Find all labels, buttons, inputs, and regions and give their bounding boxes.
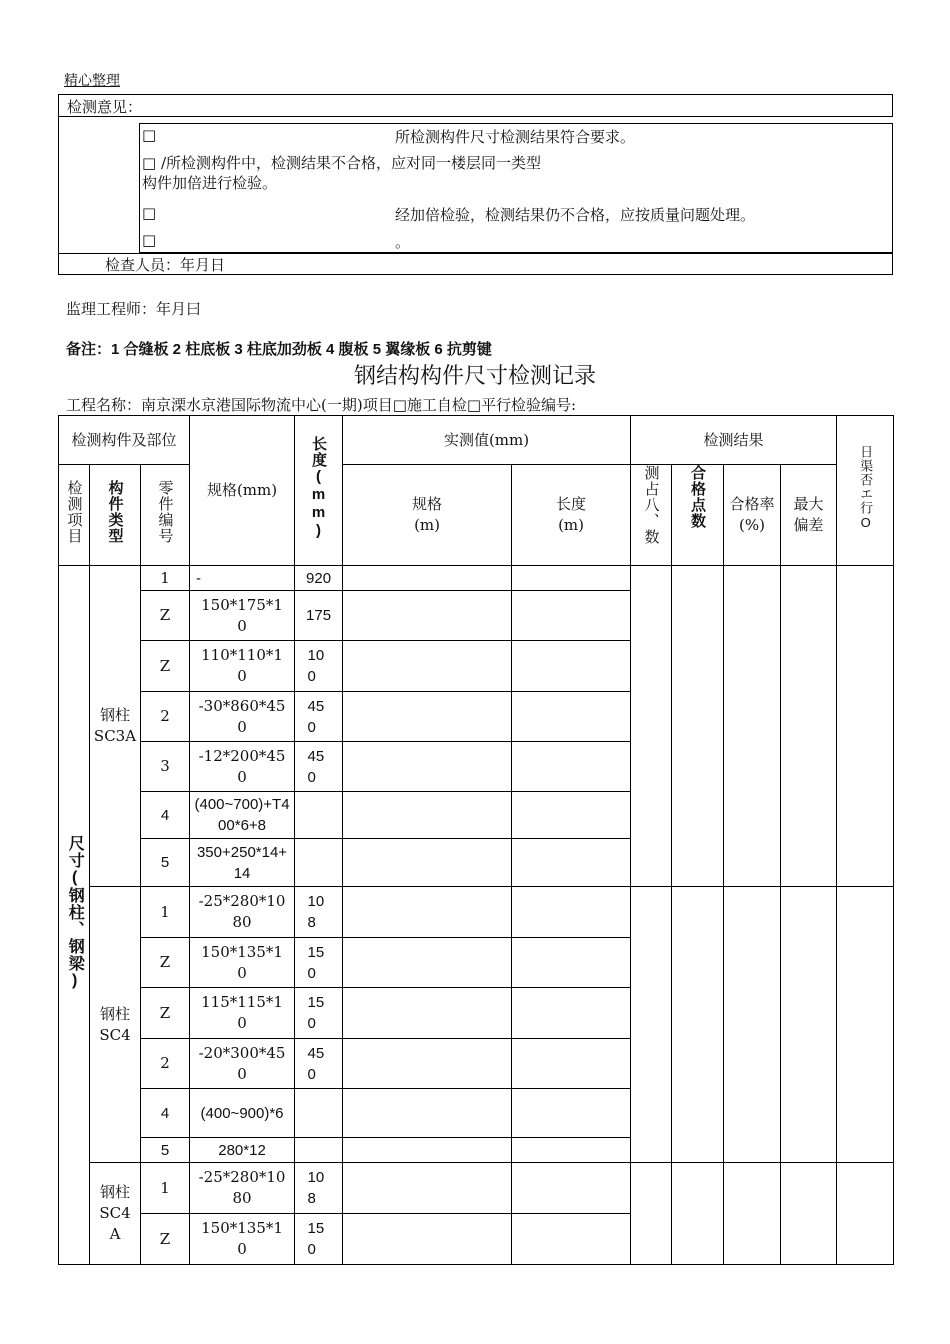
measured-spec-cell[interactable] bbox=[343, 887, 512, 938]
final-cell[interactable] bbox=[837, 887, 894, 1163]
part-cell: 2 bbox=[141, 1039, 190, 1089]
spec-text: (400~900)*6 bbox=[200, 1104, 284, 1122]
header-measured-spec-text: 规格 bbox=[412, 495, 443, 513]
spec-cell bbox=[190, 792, 295, 839]
opinion-option-1[interactable] bbox=[142, 126, 882, 148]
measured-length-cell[interactable] bbox=[512, 1163, 631, 1214]
measured-spec-cell[interactable] bbox=[343, 1163, 512, 1214]
spec-text: 350+250*14+14 bbox=[196, 843, 288, 882]
measured-spec-cell[interactable] bbox=[343, 988, 512, 1039]
part-cell: 3 bbox=[141, 742, 190, 792]
opinion-option-1-text: 所检测构件尺寸检测结果符合要求。 bbox=[395, 128, 636, 146]
measured-spec-cell[interactable] bbox=[343, 641, 512, 692]
measured-spec-cell[interactable] bbox=[343, 1089, 512, 1138]
header-measured: 实测值(mm) bbox=[343, 416, 631, 465]
header-type-text: 构件类型 bbox=[106, 480, 124, 544]
opinion-option-3[interactable] bbox=[142, 204, 882, 226]
header-length-text: 长度(mm) bbox=[310, 435, 328, 540]
opinion-option-4[interactable] bbox=[142, 231, 882, 251]
supervisor-line: 监理工程师：年月曰 bbox=[66, 300, 202, 318]
checkbox-icon[interactable]: □ bbox=[142, 154, 157, 172]
header-item bbox=[59, 465, 90, 566]
rate-cell[interactable] bbox=[724, 566, 781, 887]
opinion-option-2-text-line1: /所检测构件中，检测结果不合格，应对同一楼层同一类型 bbox=[160, 154, 542, 172]
inspector-row bbox=[58, 253, 893, 275]
measured-length-cell[interactable] bbox=[512, 988, 631, 1039]
rate-cell[interactable] bbox=[724, 1163, 781, 1265]
group-type-cell bbox=[90, 1163, 141, 1265]
spec-cell bbox=[190, 591, 295, 641]
header-measured-length bbox=[512, 465, 631, 566]
rate-cell[interactable] bbox=[724, 887, 781, 1163]
header-part bbox=[141, 465, 190, 566]
length-cell bbox=[295, 641, 343, 692]
checkbox-icon[interactable]: □ bbox=[142, 126, 157, 144]
opinion-option-4-text: 。 bbox=[395, 233, 411, 251]
length-cell bbox=[295, 742, 343, 792]
spec-cell bbox=[190, 1039, 295, 1089]
header-component: 检测构件及部位 bbox=[59, 416, 190, 465]
length-cell: 920 bbox=[295, 566, 343, 591]
length-text: 108 bbox=[307, 1169, 325, 1207]
max-deviation-cell[interactable] bbox=[781, 1163, 837, 1265]
header-measured-spec bbox=[343, 465, 512, 566]
group-type: 钢柱SC4 bbox=[99, 1004, 131, 1044]
measured-length-cell[interactable] bbox=[512, 792, 631, 839]
header-max-deviation-text: 最大偏差 bbox=[793, 495, 824, 534]
measured-spec-cell[interactable] bbox=[343, 1214, 512, 1265]
measured-length-cell[interactable] bbox=[512, 641, 631, 692]
length-cell bbox=[295, 1138, 343, 1163]
header-measured-length-unit: (m) bbox=[558, 516, 584, 534]
header-item-text: 检测项目 bbox=[65, 480, 84, 544]
measured-length-cell[interactable] bbox=[512, 839, 631, 887]
part-cell: 1 bbox=[141, 566, 190, 591]
measured-length-cell[interactable] bbox=[512, 1138, 631, 1163]
final-cell[interactable] bbox=[837, 1163, 894, 1265]
part-cell: 4 bbox=[141, 792, 190, 839]
part-cell: Z bbox=[141, 591, 190, 641]
group-type: 钢柱SC3A bbox=[93, 706, 137, 745]
header-result: 检测结果 bbox=[631, 416, 837, 465]
part-cell: 1 bbox=[141, 1163, 190, 1214]
header-spec: 规格(mm) bbox=[190, 416, 295, 566]
length-text: 100 bbox=[307, 647, 325, 685]
final-cell[interactable] bbox=[837, 566, 894, 887]
length-cell: 175 bbox=[295, 591, 343, 641]
points-cell[interactable] bbox=[631, 566, 672, 887]
part-cell: Z bbox=[141, 938, 190, 988]
measured-spec-cell[interactable] bbox=[343, 742, 512, 792]
length-text: 450 bbox=[307, 697, 325, 736]
measured-spec-cell[interactable] bbox=[343, 566, 512, 591]
part-cell: 2 bbox=[141, 692, 190, 742]
group-type-cell bbox=[90, 566, 141, 887]
header-pass-points bbox=[672, 465, 724, 566]
measured-length-cell[interactable] bbox=[512, 692, 631, 742]
note-line: 备注：1 合缝板 2 柱底板 3 柱底加劲板 4 腹板 5 翼缘板 6 抗剪键 bbox=[66, 341, 492, 358]
pass-points-cell[interactable] bbox=[672, 566, 724, 887]
length-cell bbox=[295, 938, 343, 988]
spec-text: 150*175*10 bbox=[201, 595, 283, 635]
max-deviation-cell[interactable] bbox=[781, 887, 837, 1163]
opinion-label-box bbox=[58, 94, 893, 117]
measured-spec-cell[interactable] bbox=[343, 1138, 512, 1163]
opinion-label: 检测意见： bbox=[67, 98, 143, 116]
spec-cell bbox=[190, 1089, 295, 1138]
measured-length-cell[interactable] bbox=[512, 566, 631, 591]
checkbox-icon[interactable]: □ bbox=[142, 231, 157, 249]
inspector-text: 检查人员：年月日 bbox=[105, 256, 226, 274]
spec-cell bbox=[190, 1163, 295, 1214]
part-cell: 4 bbox=[141, 1089, 190, 1138]
spec-cell bbox=[190, 938, 295, 988]
measured-spec-cell[interactable] bbox=[343, 792, 512, 839]
spec-cell bbox=[190, 641, 295, 692]
item-label: 尺寸(钢柱、钢梁) bbox=[66, 834, 84, 990]
measured-length-cell[interactable] bbox=[512, 938, 631, 988]
measured-spec-cell[interactable] bbox=[343, 1039, 512, 1089]
length-text: 150 bbox=[307, 1220, 325, 1258]
length-cell bbox=[295, 692, 343, 742]
part-cell: 5 bbox=[141, 1138, 190, 1163]
header-rate-unit: (%) bbox=[739, 516, 766, 534]
pass-points-cell[interactable] bbox=[672, 1163, 724, 1265]
spec-cell bbox=[190, 839, 295, 887]
header-measured-spec-unit: (m) bbox=[414, 516, 440, 534]
spec-cell bbox=[190, 988, 295, 1039]
measured-spec-cell[interactable] bbox=[343, 692, 512, 742]
part-cell: 5 bbox=[141, 839, 190, 887]
spec-text: -12*200*450 bbox=[198, 746, 286, 786]
length-text: 450 bbox=[307, 1044, 325, 1083]
checkbox-icon[interactable]: □ bbox=[142, 204, 157, 222]
spec-text: -25*280*1080 bbox=[198, 892, 286, 931]
item-label-cell bbox=[59, 566, 90, 1265]
group-type: 钢柱SC4A bbox=[99, 1183, 131, 1243]
header-pass-points-text: 合格点数 bbox=[689, 465, 707, 529]
measured-length-cell[interactable] bbox=[512, 591, 631, 641]
opinion-option-3-text: 经加倍检验，检测结果仍不合格，应按质量问题处理。 bbox=[395, 206, 756, 224]
spec-text: 110*110*10 bbox=[201, 646, 283, 685]
spec-text: -20*300*450 bbox=[198, 1043, 286, 1083]
spec-text: -25*280*1080 bbox=[198, 1168, 286, 1207]
header-caption: 精心整理 bbox=[64, 73, 120, 89]
spec-text: 150*135*10 bbox=[201, 942, 283, 982]
measured-length-cell[interactable] bbox=[512, 1214, 631, 1265]
opinion-left-spacer bbox=[58, 117, 140, 253]
inspection-table bbox=[58, 415, 894, 1265]
measured-spec-cell[interactable] bbox=[343, 938, 512, 988]
header-rate-text: 合格率 bbox=[729, 495, 775, 513]
header-length bbox=[295, 416, 343, 566]
header-part-text: 零件编号 bbox=[156, 480, 175, 544]
length-cell bbox=[295, 1214, 343, 1265]
header-type bbox=[90, 465, 141, 566]
spec-cell bbox=[190, 887, 295, 938]
length-cell bbox=[295, 839, 343, 887]
spec-cell: 280*12 bbox=[190, 1138, 295, 1163]
max-deviation-cell[interactable] bbox=[781, 566, 837, 887]
length-cell bbox=[295, 1163, 343, 1214]
header-final bbox=[837, 416, 894, 566]
measured-length-cell[interactable] bbox=[512, 742, 631, 792]
part-cell: 1 bbox=[141, 887, 190, 938]
length-text: 108 bbox=[307, 893, 325, 931]
part-cell: Z bbox=[141, 641, 190, 692]
header-points-text: 测占八、数 bbox=[642, 465, 661, 545]
length-cell bbox=[295, 887, 343, 938]
spec-text: 150*135*10 bbox=[201, 1219, 283, 1258]
length-cell bbox=[295, 792, 343, 839]
group-type-cell bbox=[90, 887, 141, 1163]
header-final-text: 日渠否エ行O bbox=[858, 444, 874, 531]
header-measured-length-text: 长度 bbox=[556, 495, 587, 513]
measured-spec-cell[interactable] bbox=[343, 591, 512, 641]
opinion-option-2-text-line2: 构件加倍进行检验。 bbox=[142, 174, 278, 192]
measured-length-cell[interactable] bbox=[512, 1039, 631, 1089]
spec-text: 115*115*10 bbox=[201, 993, 283, 1032]
points-cell[interactable] bbox=[631, 1163, 672, 1265]
header-points bbox=[631, 465, 672, 566]
header-rate bbox=[724, 465, 781, 566]
points-cell[interactable] bbox=[631, 887, 672, 1163]
length-cell bbox=[295, 1089, 343, 1138]
spec-cell bbox=[190, 692, 295, 742]
project-line: 工程名称：南京溧水京港国际物流中心(一期)项目□施工自检□平行检验编号: bbox=[66, 396, 577, 414]
length-cell bbox=[295, 988, 343, 1039]
spec-text: (400~700)+T400*6+8 bbox=[194, 796, 290, 834]
part-cell: Z bbox=[141, 1214, 190, 1265]
spec-cell bbox=[190, 1214, 295, 1265]
spec-cell bbox=[190, 742, 295, 792]
length-cell bbox=[295, 1039, 343, 1089]
measured-spec-cell[interactable] bbox=[343, 839, 512, 887]
length-text: 150 bbox=[307, 943, 325, 982]
page-title: 钢结构构件尺寸检测记录 bbox=[353, 364, 596, 389]
measured-length-cell[interactable] bbox=[512, 1089, 631, 1138]
header-max-deviation bbox=[781, 465, 837, 566]
spec-cell: - bbox=[190, 566, 295, 591]
spec-text: -30*860*450 bbox=[198, 696, 286, 736]
measured-length-cell[interactable] bbox=[512, 887, 631, 938]
part-cell: Z bbox=[141, 988, 190, 1039]
length-text: 150 bbox=[307, 994, 325, 1032]
length-text: 450 bbox=[307, 747, 325, 786]
opinion-option-2[interactable] bbox=[142, 153, 882, 197]
pass-points-cell[interactable] bbox=[672, 887, 724, 1163]
